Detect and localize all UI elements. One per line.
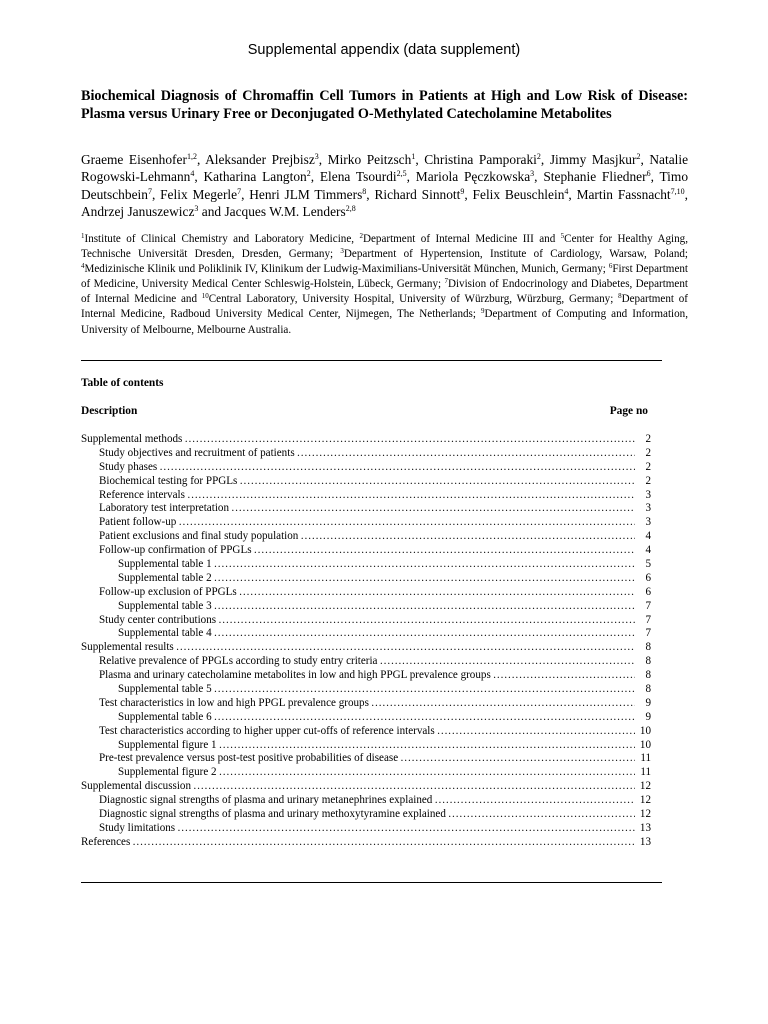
toc-heading: Table of contents	[81, 377, 164, 389]
author	[249, 187, 366, 202]
author-name: Mariola Pęczkowska	[415, 169, 531, 185]
author-affiliation-marker: 6	[646, 169, 651, 179]
affiliation-number: 8	[618, 292, 622, 301]
affiliation-number: 5	[560, 232, 565, 240]
author	[160, 187, 241, 202]
toc-entry-title: Study objectives and recruitment of patients	[99, 446, 295, 459]
author-affiliation-marker: 8	[362, 186, 367, 196]
toc-leader-dots	[187, 489, 635, 503]
toc-entry[interactable]	[81, 502, 651, 516]
toc-entry[interactable]	[81, 530, 651, 544]
toc-leader-dots	[231, 502, 635, 516]
author	[81, 152, 197, 167]
toc-entry-title: Laboratory test interpretation	[99, 502, 229, 515]
toc-entry-title: Follow-up confirmation of PPGLs	[99, 544, 252, 557]
author-name: Christina Pamporaki	[424, 152, 537, 167]
toc-entry-title: Supplemental results	[81, 641, 174, 654]
toc-leader-dots	[214, 711, 635, 725]
toc-entry-page: 4	[645, 530, 651, 543]
affiliation-number: 2	[359, 232, 363, 240]
toc-entry[interactable]	[81, 697, 651, 711]
toc-entry-title: Patient exclusions and final study population	[99, 530, 299, 543]
affiliation-text: Department of Internal Medicine III and	[362, 233, 561, 245]
author-list: Graeme Eisenhofer$^{1,2}$, Aleksander Prejbisz$^3$, Mirko Peitzsch$^1$, Christina Pamporaki$^2$, Jimmy Masjkur$^2$, Natalie Rogowski-Lehmann$^4$, Katharina Langton$^2$, Elena Tsourdi$^{2,5}$, Mariola Pęczkowska$^3$, Stephanie Fliedner$^6$, Timo Deutschbein$^7$, Felix Megerle$^7$, Henri JLM Timmers$^8$, Richard Sinnott$^9$, Felix Beuschlein$^4$, Martin Fassnacht$^{7,10}$, Andrzej Januszewicz$^3$ and Jacques W.M. Lenders$^{2,8}$	[81, 152, 689, 219]
author-affiliation-marker: 2	[536, 152, 541, 161]
toc-entry-page: 11	[640, 752, 651, 765]
document-title: Biochemical Diagnosis of Chromaffin Cell Tumors in Patients at High and Low Risk of Disease: Plasma versus Urinary Free or Deconjugated O-Methylated Catecholamine Metabolites	[81, 88, 688, 122]
author	[543, 169, 650, 184]
toc-leader-dots	[214, 600, 635, 614]
affiliation-text: Department of Internal Medicine, Radboud University Medical Center, Nijmegen, The Netherlands;	[81, 293, 688, 321]
toc-entry-page: 2	[645, 460, 651, 473]
toc-entry[interactable]	[81, 516, 651, 530]
toc-entry-title: Study limitations	[99, 821, 176, 834]
toc-entry-title: Follow-up exclusion of PPGLs	[99, 585, 237, 598]
toc-entry-title: Study phases	[99, 460, 158, 473]
affiliation-number: 1	[81, 232, 85, 240]
toc-entry-title: Supplemental table 4	[118, 627, 212, 640]
author-name: Martin Fassnacht	[576, 186, 671, 202]
toc-entry-title: Test characteristics in low and high PPGL prevalence groups	[99, 696, 369, 709]
toc-entry[interactable]	[81, 489, 651, 503]
toc-column-page: Page no	[609, 405, 648, 417]
author	[577, 187, 685, 202]
author-affiliation-marker: 4	[564, 186, 569, 196]
author-name: Katharina Langton	[203, 169, 307, 185]
toc-entry-page: 8	[645, 655, 651, 668]
affiliation-text: Division of Endocrinology and Diabetes, Department of Internal Medicine and	[81, 278, 688, 306]
author-affiliation-marker: 2,5	[396, 169, 407, 179]
toc-entry[interactable]	[81, 725, 651, 739]
affiliation-text: Department of Computing and Information, University of Melbourne, Melbourne Australia.	[81, 308, 689, 336]
toc-entry[interactable]	[81, 600, 651, 614]
toc-entry-title: Patient follow-up	[99, 516, 177, 529]
author	[424, 152, 541, 167]
affiliation-number: 4	[81, 262, 85, 271]
toc-entry[interactable]	[81, 669, 651, 683]
author	[328, 152, 416, 167]
toc-entry-page: 8	[645, 683, 651, 696]
author-affiliation-marker: 2	[636, 152, 641, 161]
author-affiliation-marker: 7	[237, 186, 242, 196]
author-name: Andrzej Januszewicz	[81, 203, 195, 219]
toc-entry-page: 9	[645, 710, 651, 723]
author-name: Henri JLM Timmers	[249, 186, 363, 202]
toc-entry-page: 12	[639, 794, 651, 807]
author-name: Aleksander Prejbisz	[205, 152, 315, 167]
author-affiliation-marker: 7,10	[670, 186, 685, 196]
author	[205, 152, 319, 167]
toc-entry[interactable]	[81, 461, 651, 475]
affiliation-text: Department of Hypertension, Institute of Cardiology, Warsaw, Poland;	[343, 248, 689, 261]
author-affiliation-marker: 9	[460, 186, 465, 196]
toc-leader-dots	[184, 433, 635, 447]
author-affiliation-marker: 1,2	[186, 152, 197, 161]
toc-leader-dots	[178, 516, 635, 530]
author	[202, 204, 356, 219]
toc-entry[interactable]	[81, 614, 651, 628]
author-affiliation-marker: 2	[306, 169, 311, 179]
affiliation-text: Center for Healthy Aging, Technische Universität Dresden, Dresden, Germany;	[81, 233, 688, 261]
author	[320, 169, 407, 184]
toc-leader-dots	[214, 572, 635, 586]
author-affiliation-marker: 3	[194, 203, 199, 213]
author-name: Felix Beuschlein	[472, 186, 565, 202]
affiliation-text: Institute of Clinical Chemistry and Laboratory Medicine,	[84, 233, 360, 245]
toc-leader-dots	[219, 766, 635, 780]
toc-entry-page: 6	[645, 585, 651, 598]
toc-entry-page: 4	[645, 544, 651, 557]
bottom-divider	[81, 882, 662, 883]
toc-entry-title: Study center contributions	[99, 613, 217, 626]
toc-entry-title: Relative prevalence of PPGLs according to study entry criteria	[99, 655, 378, 668]
toc-entry-page: 3	[645, 502, 651, 515]
toc-entry[interactable]	[81, 586, 651, 600]
toc-entry-page: 2	[645, 446, 651, 459]
author	[473, 187, 569, 202]
toc-leader-dots	[239, 586, 635, 600]
toc-entry-title: Supplemental table 2	[118, 571, 212, 584]
toc-entry[interactable]	[81, 572, 651, 586]
author-name: and Jacques W.M. Lenders	[201, 203, 346, 219]
toc-entry-page: 13	[639, 821, 651, 834]
toc-entry[interactable]	[81, 433, 651, 447]
toc-leader-dots	[448, 808, 635, 822]
toc-leader-dots	[159, 461, 635, 475]
toc-entry-page: 13	[639, 835, 651, 848]
author-affiliation-marker: 1	[411, 152, 416, 161]
author-name: Mirko Peitzsch	[327, 152, 412, 167]
toc-leader-dots	[193, 780, 635, 794]
author	[81, 204, 198, 219]
author-name: Richard Sinnott	[374, 186, 461, 202]
toc-entry-page: 7	[645, 613, 651, 626]
toc-leader-dots	[214, 627, 635, 641]
author	[374, 187, 464, 202]
toc-leader-dots	[300, 530, 635, 544]
toc-entry-title: Supplemental table 3	[118, 599, 212, 612]
table-of-contents	[81, 433, 651, 850]
page-heading: Supplemental appendix (data supplement)	[247, 42, 521, 58]
toc-leader-dots	[379, 655, 635, 669]
toc-leader-dots	[297, 447, 635, 461]
toc-entry-title: References	[81, 835, 131, 848]
toc-leader-dots	[218, 614, 635, 628]
toc-leader-dots	[254, 544, 635, 558]
author-affiliation-marker: 3	[314, 152, 319, 161]
toc-entry-page: 6	[645, 571, 651, 584]
toc-entry[interactable]	[81, 711, 651, 725]
toc-entry[interactable]	[81, 752, 651, 766]
author-name: Natalie Rogowski-Lehmann	[81, 152, 689, 185]
toc-entry[interactable]	[81, 544, 651, 558]
toc-entry-page: 12	[639, 780, 651, 793]
toc-entry[interactable]	[81, 447, 651, 461]
toc-entry-title: Supplemental figure 2	[118, 766, 217, 779]
toc-entry-page: 3	[645, 516, 651, 529]
affiliation-text: First Department of Medicine, University Medical Center Schleswig-Holstein, Lübeck, Germany;	[81, 263, 688, 291]
toc-entry[interactable]	[81, 558, 651, 572]
toc-leader-dots	[493, 669, 635, 683]
affiliation-number: 6	[608, 262, 613, 271]
toc-entry-page: 7	[645, 599, 651, 612]
toc-entry[interactable]	[81, 655, 651, 669]
toc-entry-page: 9	[645, 696, 651, 709]
author-affiliation-marker: 2,8	[345, 203, 356, 213]
toc-entry-page: 2	[645, 474, 651, 487]
toc-entry-title: Supplemental table 5	[118, 683, 212, 696]
toc-entry[interactable]	[81, 627, 651, 641]
toc-entry-title: Supplemental figure 1	[118, 738, 217, 751]
toc-entry-title: Supplemental table 1	[118, 558, 212, 571]
toc-leader-dots	[437, 725, 635, 739]
toc-entry[interactable]	[81, 808, 651, 822]
toc-entry-page: 11	[640, 766, 651, 779]
toc-leader-dots	[371, 697, 635, 711]
toc-leader-dots	[239, 475, 635, 489]
affiliation-number: 7	[444, 277, 448, 286]
toc-entry-page: 2	[645, 433, 651, 445]
toc-entry-page: 8	[645, 669, 651, 682]
author	[204, 169, 311, 184]
affiliation-text: Medizinische Klinik und Poliklinik IV, Klinikum der Ludwig-Maximilians-Universität München, Munich, Germany;	[84, 263, 609, 276]
toc-entry-title: Diagnostic signal strengths of plasma and urinary metanephrines explained	[99, 794, 433, 807]
toc-entry-page: 10	[639, 724, 651, 737]
toc-entry-title: Pre-test prevalence versus post-test positive probabilities of disease	[99, 752, 399, 765]
toc-leader-dots	[176, 641, 635, 655]
toc-entry-title: Supplemental methods	[81, 433, 183, 445]
toc-entry-page: 7	[645, 627, 651, 640]
toc-entry-page: 8	[645, 641, 651, 654]
toc-entry[interactable]	[81, 683, 651, 697]
toc-entry-page: 3	[645, 488, 651, 501]
author	[416, 169, 534, 184]
toc-entry-title: Diagnostic signal strengths of plasma and urinary methoxytyramine explained	[99, 808, 446, 821]
toc-entry-page: 5	[645, 558, 651, 571]
toc-column-description: Description	[81, 405, 138, 417]
toc-entry-title: Reference intervals	[99, 488, 185, 501]
author-name: Felix Megerle	[160, 186, 238, 202]
toc-leader-dots	[219, 739, 635, 753]
toc-entry-title: Biochemical testing for PPGLs	[99, 474, 238, 487]
author-name: Graeme Eisenhofer	[81, 152, 187, 167]
toc-entry[interactable]	[81, 780, 651, 794]
affiliation-number: 10	[201, 292, 209, 301]
toc-leader-dots	[214, 558, 635, 572]
toc-entry-title: Test characteristics according to higher upper cut-offs of reference intervals	[99, 724, 435, 737]
toc-leader-dots	[177, 822, 635, 836]
toc-entry[interactable]	[81, 822, 651, 836]
toc-entry[interactable]	[81, 766, 651, 780]
toc-entry-title: Plasma and urinary catecholamine metabolites in low and high PPGL prevalence groups	[99, 669, 491, 682]
affiliation-text: Central Laboratory, University Hospital, University of Würzburg, Würzburg, Germany;	[208, 293, 619, 306]
toc-leader-dots	[434, 794, 635, 808]
toc-entry-title: Supplemental discussion	[81, 780, 192, 793]
toc-leader-dots	[132, 836, 635, 850]
toc-leader-dots	[400, 752, 635, 766]
toc-entry-page: 12	[639, 808, 651, 821]
affiliation-list	[81, 232, 688, 338]
affiliation-number: 3	[340, 247, 344, 256]
author-name: Timo Deutschbein	[81, 169, 689, 202]
author-name: Jimmy Masjkur	[549, 152, 637, 167]
toc-entry-title: Supplemental table 6	[118, 710, 212, 723]
toc-leader-dots	[214, 683, 635, 697]
toc-entry[interactable]	[81, 739, 651, 753]
author	[550, 152, 641, 167]
toc-entry-page: 10	[639, 738, 651, 751]
author-name: Elena Tsourdi	[319, 169, 397, 185]
author-affiliation-marker: 7	[147, 186, 152, 196]
toc-entry[interactable]	[81, 794, 651, 808]
author-name: Stephanie Fliedner	[543, 169, 647, 185]
author-affiliation-marker: 4	[190, 169, 195, 179]
toc-entry[interactable]	[81, 641, 651, 655]
toc-entry[interactable]	[81, 836, 651, 850]
toc-entry[interactable]	[81, 475, 651, 489]
affiliation-number: 9	[481, 307, 485, 316]
top-divider	[81, 360, 662, 361]
author-affiliation-marker: 3	[530, 169, 535, 179]
